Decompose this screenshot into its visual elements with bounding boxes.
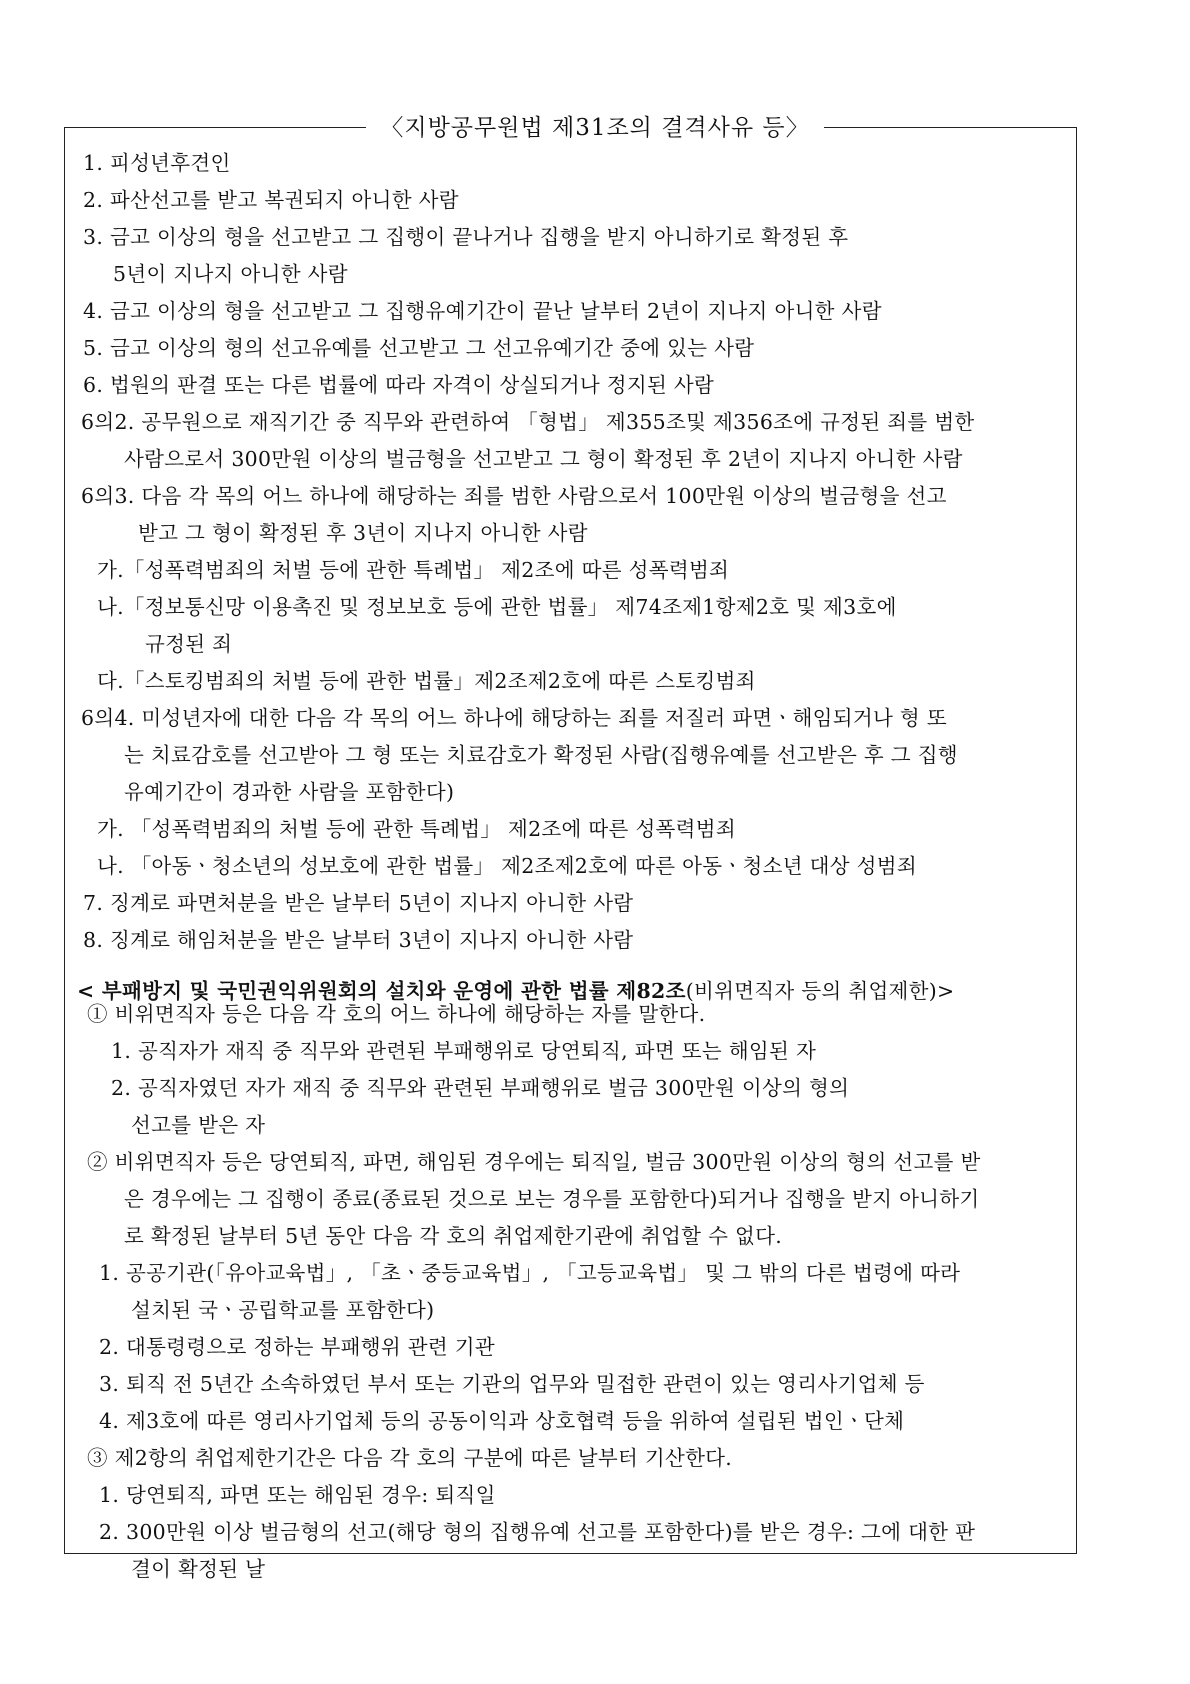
text-line: 1. 피성년후견인 (83, 151, 231, 175)
text-line: 나.「정보통신망 이용촉진 및 정보보호 등에 관한 법률」 제74조제1항제2호 및 제3호에 (97, 595, 897, 619)
text-line: 선고를 받은 자 (131, 1113, 266, 1137)
section-title: 〈지방공무원법 제31조의 결격사유 등〉 (0, 114, 1190, 142)
text-line: 나. 「아동ㆍ청소년의 성보호에 관한 법률」 제2조제2호에 따른 아동ㆍ청소년 대상 성범죄 (97, 854, 917, 878)
text-line: ③ 제2항의 취업제한기간은 다음 각 호의 구분에 따른 날부터 기산한다. (87, 1446, 733, 1470)
text-line: 받고 그 형이 확정된 후 3년이 지나지 아니한 사람 (138, 521, 588, 545)
text-line: 3. 퇴직 전 5년간 소속하였던 부서 또는 기관의 업무와 밀접한 관련이 있는 영리사기업체 등 (99, 1372, 925, 1396)
text-line: 1. 공직자가 재직 중 직무와 관련된 부패행위로 당연퇴직, 파면 또는 해임된 자 (111, 1039, 817, 1063)
text-line: 규정된 죄 (145, 632, 233, 656)
text-line: 결이 확정된 날 (131, 1557, 266, 1581)
text-line: 4. 금고 이상의 형을 선고받고 그 집행유예기간이 끝난 날부터 2년이 지나지 아니한 사람 (83, 299, 882, 323)
law-heading (77, 977, 955, 1005)
text-line: 8. 징계로 해임처분을 받은 날부터 3년이 지나지 아니한 사람 (83, 928, 634, 952)
text-line: 3. 금고 이상의 형을 선고받고 그 집행이 끝나거나 집행을 받지 아니하기로 확정된 후 (83, 225, 849, 249)
text-line: 7. 징계로 파면처분을 받은 날부터 5년이 지나지 아니한 사람 (83, 891, 634, 915)
text-line: 5. 금고 이상의 형의 선고유예를 선고받고 그 선고유예기간 중에 있는 사람 (83, 336, 755, 360)
law-heading-subtitle: (비위면직자 등의 취업제한)> (685, 979, 955, 1003)
text-line: 6의4. 미성년자에 대한 다음 각 목의 어느 하나에 해당하는 죄를 저질러 파면ㆍ해임되거나 형 또 (81, 706, 947, 730)
text-line: 유예기간이 경과한 사람을 포함한다) (124, 780, 455, 804)
text-line: 가. 「성폭력범죄의 처벌 등에 관한 특례법」 제2조에 따른 성폭력범죄 (97, 817, 736, 841)
text-line: 2. 공직자였던 자가 재직 중 직무와 관련된 부패행위로 벌금 300만원 이상의 형의 (111, 1076, 850, 1100)
text-line: 1. 당연퇴직, 파면 또는 해임된 경우: 퇴직일 (99, 1483, 496, 1507)
text-line: 설치된 국ㆍ공립학교를 포함한다) (131, 1298, 435, 1322)
text-line: 는 치료감호를 선고받아 그 형 또는 치료감호가 확정된 사람(집행유예를 선고받은 후 그 집행 (124, 743, 958, 767)
text-line: 2. 파산선고를 받고 복권되지 아니한 사람 (83, 188, 459, 212)
text-line: 4. 제3호에 따른 영리사기업체 등의 공동이익과 상호협력 등을 위하여 설립된 법인ㆍ단체 (99, 1409, 905, 1433)
text-line: 사람으로서 300만원 이상의 벌금형을 선고받고 그 형이 확정된 후 2년이 지나지 아니한 사람 (124, 447, 963, 471)
text-line: 다.「스토킹범죄의 처벌 등에 관한 법률」제2조제2호에 따른 스토킹범죄 (97, 669, 756, 693)
text-line: ② 비위면직자 등은 당연퇴직, 파면, 해임된 경우에는 퇴직일, 벌금 300만원 이상의 형의 선고를 받 (87, 1150, 981, 1174)
text-line: 2. 대통령령으로 정하는 부패행위 관련 기관 (99, 1335, 495, 1359)
text-line: 은 경우에는 그 집행이 종료(종료된 것으로 보는 경우를 포함한다)되거나 집행을 받지 아니하기 (124, 1187, 980, 1211)
text-line: 6. 법원의 판결 또는 다른 법률에 따라 자격이 상실되거나 정지된 사람 (83, 373, 715, 397)
text-line: 가.「성폭력범죄의 처벌 등에 관한 특례법」 제2조에 따른 성폭력범죄 (97, 558, 730, 582)
text-line: 6의2. 공무원으로 재직기간 중 직무와 관련하여 「형법」 제355조및 제356조에 규정된 죄를 범한 (81, 410, 975, 434)
text-line: 2. 300만원 이상 벌금형의 선고(해당 형의 집행유예 선고를 포함한다)를 받은 경우: 그에 대한 판 (99, 1520, 976, 1544)
text-line: 1. 공공기관(「유아교육법」, 「초ㆍ중등교육법」, 「고등교육법」 및 그 밖의 다른 법령에 따라 (99, 1261, 961, 1285)
law-heading-bold: < 부패방지 및 국민권익위원회의 설치와 운영에 관한 법률 제82조 (77, 979, 686, 1003)
text-line: 로 확정된 날부터 5년 동안 다음 각 호의 취업제한기관에 취업할 수 없다. (124, 1224, 783, 1248)
text-line: ① 비위면직자 등은 다음 각 호의 어느 하나에 해당하는 자를 말한다. (87, 1002, 706, 1026)
text-line: 6의3. 다음 각 목의 어느 하나에 해당하는 죄를 범한 사람으로서 100만원 이상의 벌금형을 선고 (81, 484, 947, 508)
text-line: 5년이 지나지 아니한 사람 (113, 262, 348, 286)
